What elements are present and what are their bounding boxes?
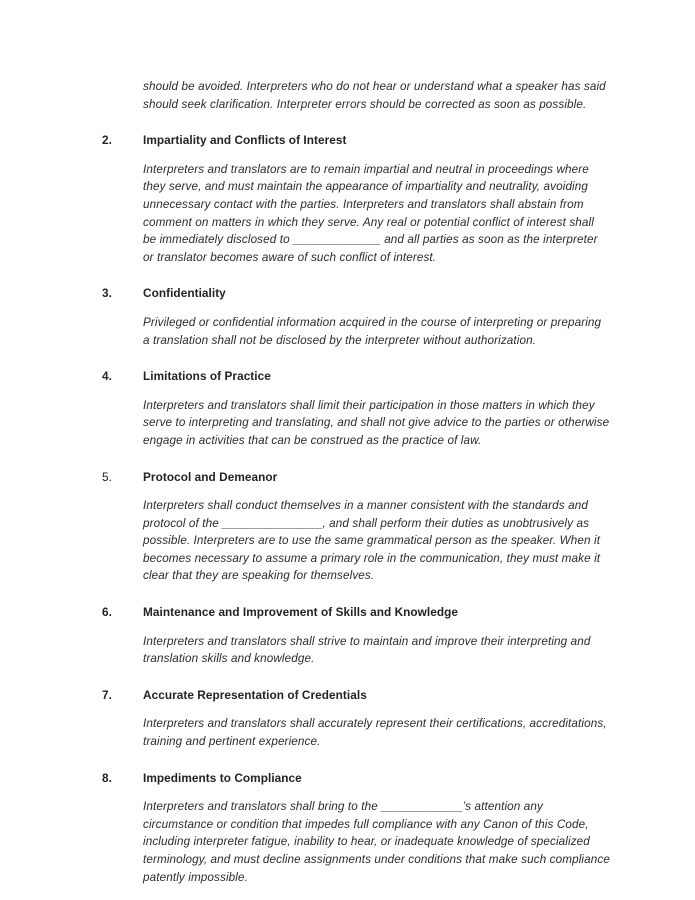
canon-number: 4. [102, 369, 112, 384]
spacer [102, 150, 610, 161]
spacer [102, 386, 610, 397]
canon-body-text-continued: ’s attention any circumstance or condition that impedes full compliance with any Canon of this Code, including interpreter fatigue, inability to hear, or inadequate knowledge of specialized terminology, and must decline assignments under conditions that make such compliance patently impossible. [143, 800, 610, 884]
canon-body [102, 314, 610, 349]
fill-in-blank: _____________ [381, 800, 463, 814]
canon-heading [102, 604, 610, 622]
canon-body [102, 633, 610, 668]
canon-item [102, 132, 610, 266]
canon-heading [102, 368, 610, 386]
canon-title: Confidentiality [143, 286, 226, 301]
canon-body-text: Interpreters and translators shall accurately represent their certifications, accreditations, training and pertinent experience. [143, 717, 607, 749]
canon-number: 7. [102, 687, 112, 702]
canon-item [102, 770, 610, 887]
spacer [102, 751, 610, 770]
canon-body [102, 397, 610, 450]
canon-title: Maintenance and Improvement of Skills and Knowledge [143, 605, 459, 620]
canon-item [102, 469, 610, 586]
canon-body-text: Interpreters and translators are to remain impartial and neutral in proceedings where they serve, and must maintain the appearance of impartiality and neutrality, avoiding unnecessary contact with the parties. Interpreters and translators shall abstain from comment on matters in which they serve. Any real or potential conflict of interest shall be immediately disclosed to [143, 162, 594, 247]
canon-title: Impediments to Compliance [143, 770, 302, 785]
spacer [102, 704, 610, 715]
canon-title: Accurate Representation of Credentials [143, 687, 367, 702]
canon-number: 3. [102, 286, 112, 301]
canon-body-text-continued: and all parties as soon as the interpreter or translator becomes aware of such conflict of interest. [143, 233, 598, 264]
canon-number: 6. [102, 605, 112, 620]
spacer [102, 450, 610, 469]
canon-body [102, 798, 610, 886]
canon-item [102, 285, 610, 349]
spacer [102, 266, 610, 285]
canon-list [102, 132, 610, 886]
canon-title: Impartiality and Conflicts of Interest [143, 133, 347, 148]
canon-body-text: Interpreters and translators shall bring to the [143, 800, 382, 814]
canon-title: Protocol and Demeanor [143, 469, 278, 484]
spacer [102, 303, 610, 314]
canon-body-text: Interpreters and translators shall limit their participation in those matters in which they serve to interpreting and translating, and shall not give advice to the parties or otherwise engage in activities that can be construed as the practice of law. [143, 398, 610, 447]
canon-number: 8. [102, 770, 112, 785]
spacer [102, 622, 610, 633]
canon-heading [102, 285, 610, 303]
canon-body-text: Privileged or confidential information acquired in the course of interpreting or preparing a translation shall not be disclosed by the interpreter without authorization. [143, 315, 602, 347]
canon-body [102, 715, 610, 750]
canon-heading [102, 770, 610, 788]
canon-body-text: Interpreters shall conduct themselves in a manner consistent with the standards and protocol of the [143, 499, 588, 530]
fill-in-blank: ______________ [293, 233, 381, 247]
spacer [102, 585, 610, 604]
canon-heading [102, 469, 610, 487]
canon-item [102, 368, 610, 449]
spacer [102, 668, 610, 687]
canon-body-text: Interpreters and translators shall strive to maintain and improve their interpreting and translation skills and knowledge. [143, 634, 591, 666]
lead-paragraph: should be avoided. Interpreters who do not hear or understand what a speaker has said should seek clarification. Interpreter errors should be corrected as soon as possible. [143, 80, 606, 111]
canon-body [102, 497, 610, 585]
canon-item [102, 687, 610, 751]
spacer [102, 349, 610, 368]
fill-in-blank: ________________ [222, 516, 323, 530]
canon-heading [102, 132, 610, 150]
canon-heading [102, 687, 610, 705]
canon-body-text-continued: , and shall perform their duties as unobtrusively as possible. Interpreters are to use the same grammatical person as the speaker. When it becomes necessary to assume a primary role in the communication, they must make it clear that they are speaking for themselves. [143, 516, 601, 583]
canon-body [102, 161, 610, 267]
canon-number: 5. [102, 469, 112, 484]
spacer [102, 486, 610, 497]
spacer [102, 787, 610, 798]
canon-item [102, 604, 610, 668]
canon-number: 2. [102, 133, 112, 148]
canon-title: Limitations of Practice [143, 369, 271, 384]
document-content [102, 78, 610, 886]
spacer [102, 113, 610, 132]
